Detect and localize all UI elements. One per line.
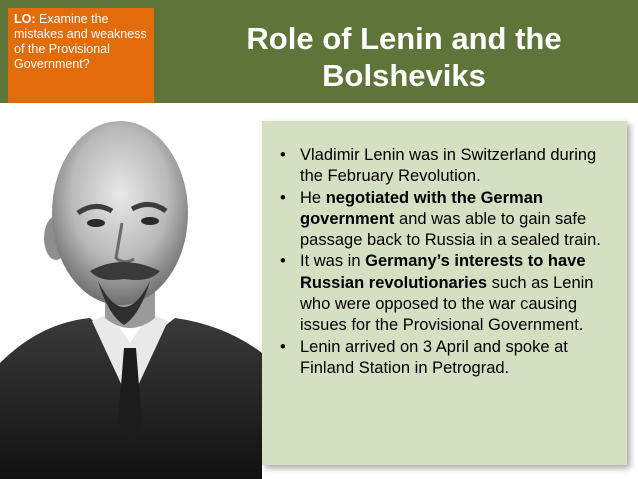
bullet-text: It was in: [300, 252, 366, 271]
title-line-1: Role of Lenin and the: [246, 21, 562, 56]
lo-label: LO:: [14, 12, 36, 26]
bullet-text: Lenin arrived on 3 April and spoke at Finland Station in Petrograd.: [300, 337, 568, 377]
portrait-photo-icon: [0, 103, 262, 479]
bullet-item: [266, 251, 619, 336]
bullet-item: [266, 337, 619, 380]
bullet-list: [266, 145, 619, 379]
bullet-dot-icon: •: [280, 252, 286, 271]
learning-objective-box: [8, 8, 154, 104]
bullet-item: [266, 145, 619, 188]
bullet-bold-text: Germany’s interests to have Russian revolutionaries: [300, 252, 586, 292]
slide-title: [170, 12, 638, 102]
title-line-2: Bolsheviks: [322, 58, 486, 93]
bullet-text: and was able to gain safe passage back to Russia in a sealed train.: [300, 209, 601, 250]
bullet-dot-icon: •: [280, 146, 286, 164]
bullet-text: such as Lenin who were opposed to the war causing issues for the Provisional Government.: [300, 273, 594, 335]
bullet-dot-icon: •: [280, 188, 286, 207]
content-textbox: [262, 121, 627, 465]
bullet-item: [266, 188, 619, 252]
lenin-portrait-photo: [0, 103, 262, 479]
lo-text: Examine the mistakes and weakness of the Provisional Government?: [14, 12, 147, 71]
bullet-text: He: [300, 188, 326, 207]
bullet-bold-text: negotiated with the German government: [300, 188, 543, 228]
bullet-text: Vladimir Lenin was in Switzerland during the February Revolution.: [300, 146, 597, 186]
bullet-dot-icon: •: [280, 337, 286, 356]
